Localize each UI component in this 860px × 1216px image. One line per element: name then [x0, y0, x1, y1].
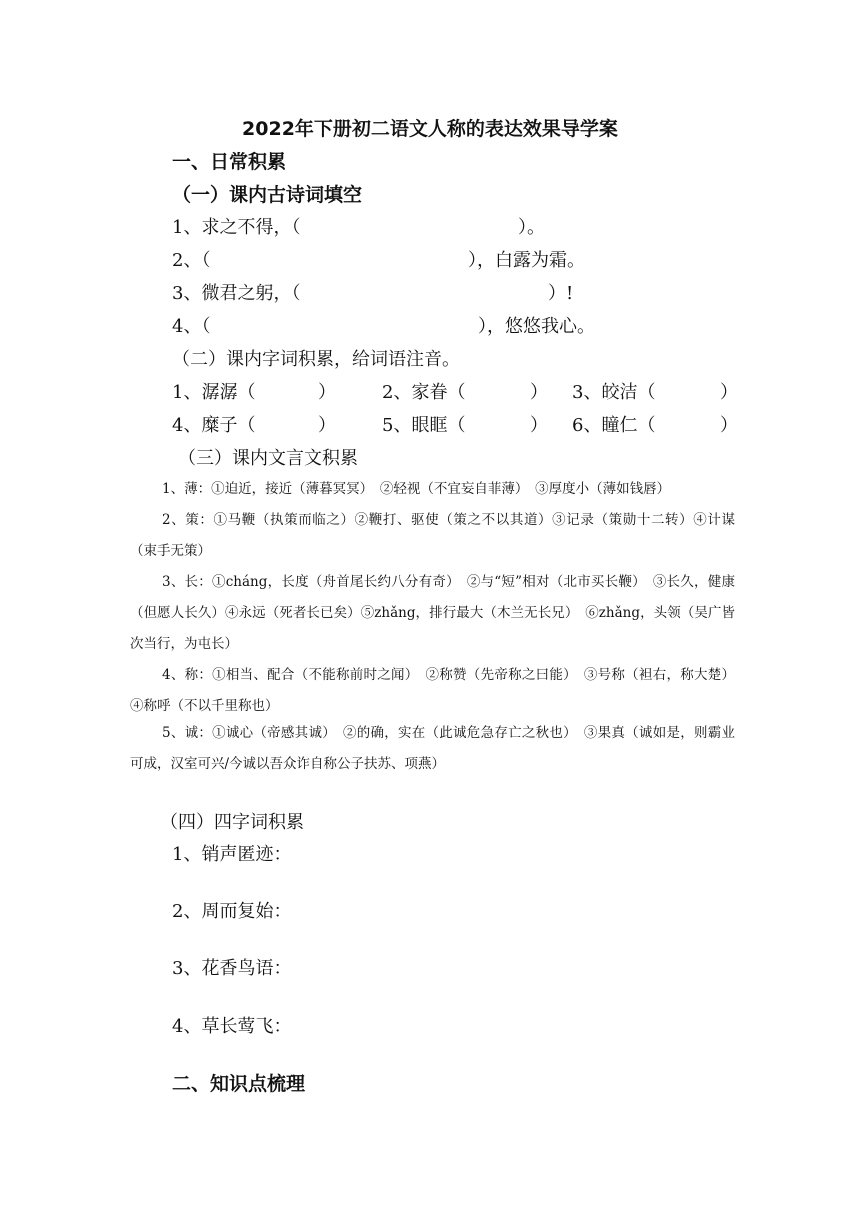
poem-item-close: ）!	[548, 283, 574, 304]
poem-item-close: ），悠悠我心。	[478, 316, 595, 337]
sub3-heading: （三）课内文言文积累	[178, 448, 358, 469]
idiom-item: 2、周而复始：	[172, 901, 292, 922]
item-text: （	[201, 250, 211, 271]
item-number: 2、	[172, 250, 202, 271]
page-title: 2022年下册初二语文人称的表达效果导学案	[242, 118, 618, 140]
vocab-label: 6、瞳仁（	[572, 415, 656, 436]
vocab-close: ）	[318, 415, 336, 436]
idiom-item: 1、销声匿迹：	[172, 844, 292, 865]
poem-item	[172, 246, 210, 272]
vocab-close: ）	[720, 382, 738, 403]
vocab-close: ）	[530, 415, 548, 436]
item-text: 求之不得，（	[201, 217, 301, 238]
vocab-label: 5、眼眶（	[382, 415, 466, 436]
poem-item-close: ）。	[518, 217, 545, 238]
idiom-item: 3、花香鸟语：	[172, 958, 292, 979]
classical-entry: 2、策：①马鞭（执策而临之）②鞭打、驱使（策之不以其道）③记录（策勋十二转）④计谋（束手无策）	[130, 512, 735, 559]
classical-entry: 1、薄：①迫近，接近（薄暮冥冥） ②轻视（不宜妄自菲薄） ③厚度小（薄如钱唇）	[162, 481, 671, 497]
item-number: 4、	[172, 316, 202, 337]
sub1-heading: （一）课内古诗词填空	[172, 184, 363, 206]
poem-item	[172, 279, 300, 305]
classical-entry: 4、称：①相当、配合（不能称前时之闻） ②称赞（先帝称之曰能） ③号称（袒右，称大楚）④称呼（不以千里称也）	[130, 667, 735, 714]
vocab-label: 3、皎洁（	[572, 382, 656, 403]
item-number: 1、	[172, 217, 202, 238]
item-text: 微君之躬，（	[201, 283, 301, 304]
vocab-label: 2、家眷（	[382, 382, 466, 403]
section1-heading: 一、日常积累	[172, 151, 287, 173]
item-text: （	[201, 316, 211, 337]
vocab-close: ）	[720, 415, 738, 436]
sub2-heading: （二）课内字词积累，给词语注音。	[172, 349, 460, 370]
poem-item	[172, 213, 300, 239]
poem-item	[172, 312, 210, 338]
vocab-close: ）	[530, 382, 548, 403]
section2-heading: 二、知识点梳理	[172, 1073, 306, 1095]
item-number: 3、	[172, 283, 202, 304]
classical-entry: 3、长：①cháng，长度（舟首尾长约八分有奇） ②与“短”相对（北市买长鞭） ③长久，健康（但愿人长久）④永远（死者长已矣）⑤zhǎng，排行最大（木兰无长兄） ⑥zhǎng，头领（吴广皆次当行，为屯长）	[130, 574, 735, 652]
sub4-heading: （四）四字词积累	[160, 812, 304, 833]
vocab-close: ）	[318, 382, 336, 403]
classical-entry: 5、诚：①诚心（帝感其诚） ②的确，实在（此诚危急存亡之秋也） ③果真（诚如是，则霸业可成，汉室可兴/今诚以吾众诈自称公子扶苏、项燕）	[130, 725, 735, 772]
vocab-label: 1、潺潺（	[172, 382, 256, 403]
poem-item-close: ），白露为霜。	[468, 250, 585, 271]
vocab-label: 4、糜子（	[172, 415, 256, 436]
idiom-item: 4、草长莺飞：	[172, 1016, 292, 1037]
